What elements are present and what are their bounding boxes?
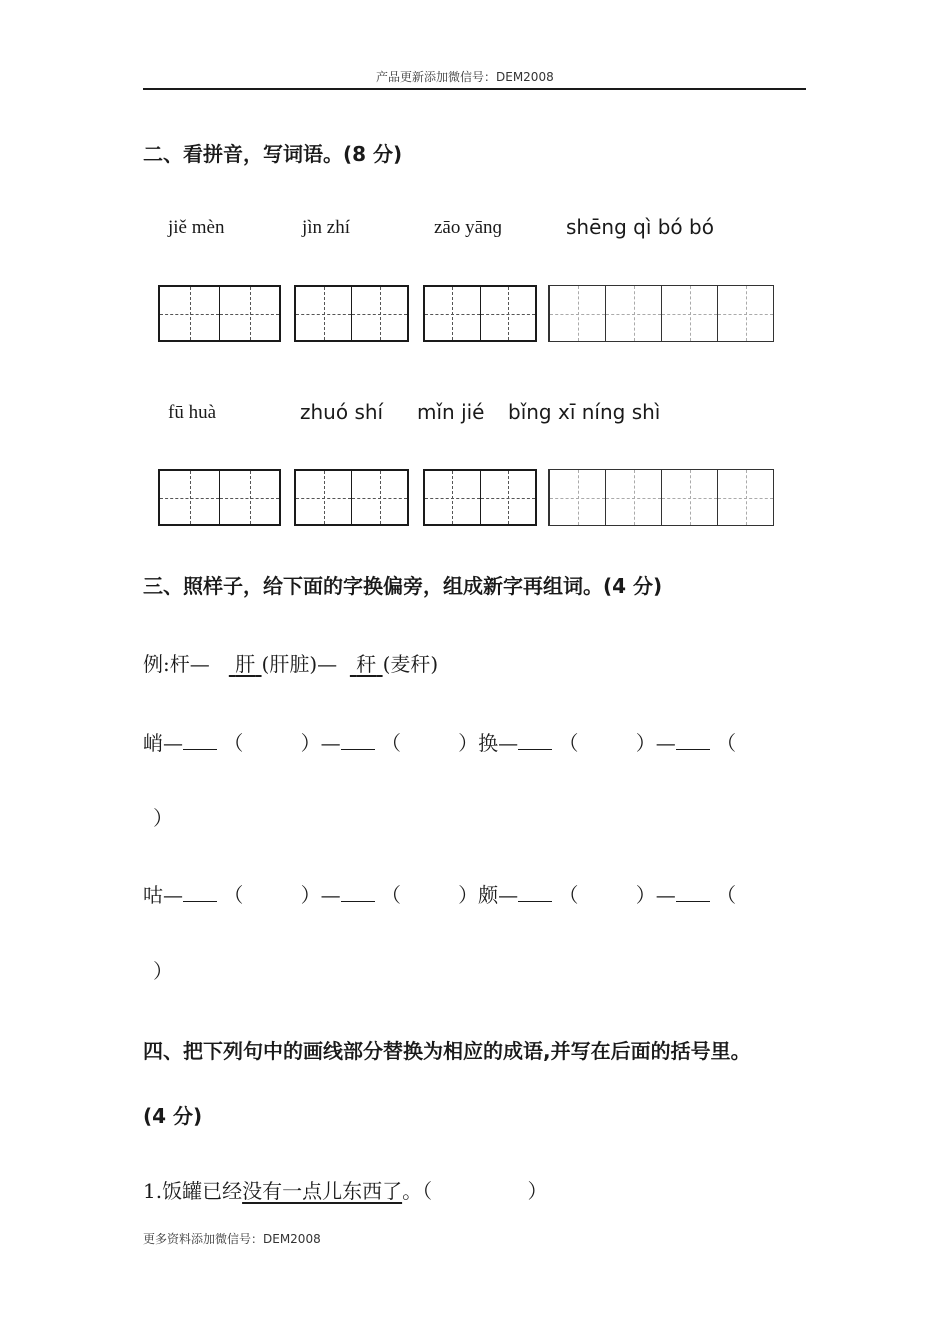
answer-blank[interactable] — [341, 729, 375, 750]
page-footer: 更多资料添加微信号：DEM2008 — [143, 1232, 321, 1246]
pinyin-1: jiě mèn — [168, 217, 225, 238]
item-next-char: ）颇— — [458, 883, 519, 907]
pinyin-3: zāo yānɡ — [434, 217, 503, 238]
question-text-end: 。（ — [402, 1179, 433, 1203]
answer-blank[interactable] — [183, 729, 217, 750]
radical-item-row-2 — [143, 879, 736, 908]
question-text: 饭罐已经 — [162, 1179, 243, 1203]
header-rule — [143, 88, 806, 90]
answer-blank[interactable] — [676, 729, 710, 750]
writing-grid-2[interactable] — [294, 285, 409, 342]
answer-blank[interactable] — [341, 881, 375, 902]
close-paren: ） — [527, 1179, 548, 1203]
writing-grid-8[interactable] — [548, 469, 774, 526]
writing-grid-5[interactable] — [158, 469, 281, 526]
section-heading-pinyin: 二、看拼音，写词语。(8 分) — [143, 142, 403, 166]
question-1 — [143, 1175, 547, 1204]
open-paren: （ — [380, 883, 401, 907]
section-heading-radical: 三、照样子，给下面的字换偏旁，组成新字再组词。(4 分) — [143, 574, 663, 598]
section-score: (4 分) — [143, 1104, 203, 1128]
pinyin-6: zhuó shí — [300, 400, 384, 424]
writing-grid-1[interactable] — [158, 285, 281, 342]
answer-blank[interactable] — [518, 729, 552, 750]
answer-blank[interactable] — [676, 881, 710, 902]
open-paren: （ — [223, 731, 244, 755]
item-char: 峭— — [143, 731, 183, 755]
item-separator: ）— — [300, 731, 341, 755]
writing-grid-7[interactable] — [423, 469, 537, 526]
answer-blank[interactable] — [518, 881, 552, 902]
item-char: 咕— — [143, 883, 183, 907]
example-line — [143, 648, 438, 677]
open-paren: （ — [223, 883, 244, 907]
writing-grid-4[interactable] — [548, 285, 774, 342]
close-paren: ） — [153, 959, 173, 983]
close-paren: ） — [153, 806, 173, 830]
open-paren: （ — [558, 883, 579, 907]
page-header: 产品更新添加微信号：DEM2008 — [376, 70, 554, 84]
example-phrase-2: (麦秆) — [382, 652, 439, 676]
item-separator: ）— — [635, 731, 676, 755]
example-word-2: 秆 — [356, 652, 377, 676]
open-paren: （ — [380, 731, 401, 755]
open-paren: （ — [716, 731, 737, 755]
example-prefix: 例:杆— — [143, 652, 210, 676]
example-phrase-1: (肝脏)— — [261, 652, 338, 676]
pinyin-8: bǐng xī níng shì — [508, 400, 661, 424]
item-separator: ）— — [300, 883, 341, 907]
underlined-phrase: 没有一点儿东西了 — [242, 1179, 403, 1203]
item-next-char: ）换— — [458, 731, 519, 755]
pinyin-7: mǐn jié — [417, 400, 485, 424]
item-separator: ）— — [635, 883, 676, 907]
writing-grid-3[interactable] — [423, 285, 537, 342]
pinyin-5: fū huà — [168, 402, 217, 423]
writing-grid-6[interactable] — [294, 469, 409, 526]
example-word-1: 肝 — [235, 652, 256, 676]
question-number: 1. — [143, 1179, 163, 1203]
pinyin-2: jìn zhí — [302, 217, 351, 238]
radical-item-row-1 — [143, 727, 736, 756]
open-paren: （ — [558, 731, 579, 755]
pinyin-4: shēng qì bó bó — [566, 215, 714, 239]
answer-blank[interactable] — [183, 881, 217, 902]
section-heading-idiom: 四、把下列句中的画线部分替换为相应的成语,并写在后面的括号里。 — [143, 1039, 751, 1063]
open-paren: （ — [716, 883, 737, 907]
